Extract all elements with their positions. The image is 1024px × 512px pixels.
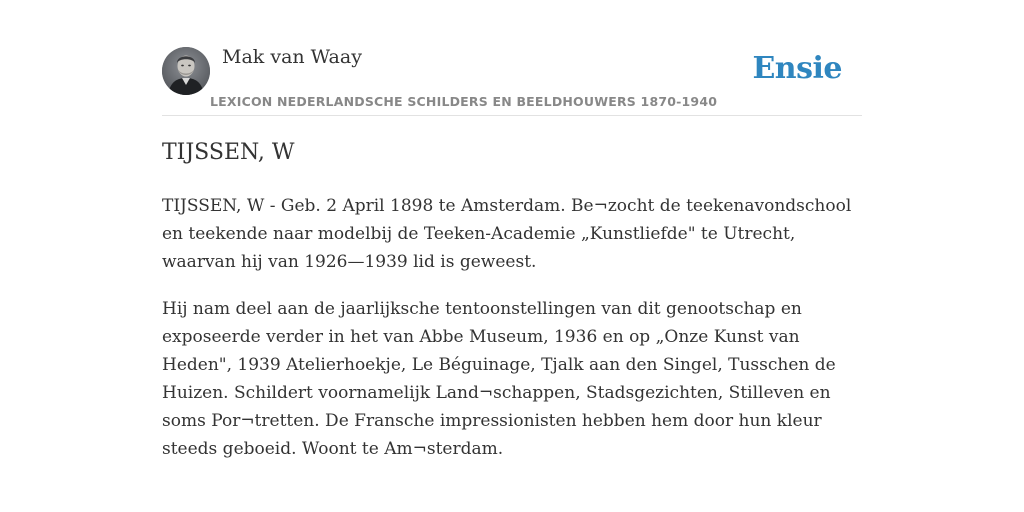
- article-paragraph: Hij nam deel aan de jaarlijksche tentoonstellingen van dit genootschap en exposeerde verder in het van Abbe Museum, 1936 en op „Onze Kunst van Heden", 1939 Atelierhoekje, Le Béguinage, Tjalk aan den Singel, Tusschen de Huizen. Schildert voornamelijk Land¬schappen, Stadsgezichten, Stilleven en soms Por¬tretten. De Fransche impressionisten hebben hem door hun kleur steeds geboeid. Woont te Am¬sterdam.: [162, 299, 836, 459]
- source-title[interactable]: LEXICON NEDERLANDSCHE SCHILDERS EN BEELDHOUWERS 1870-1940: [210, 94, 718, 109]
- header: [162, 44, 862, 116]
- brand-logo[interactable]: Ensie: [752, 51, 842, 86]
- article-title: TIJSSEN, W: [162, 140, 295, 165]
- author-name[interactable]: Mak van Waay: [222, 46, 362, 68]
- article-paragraph: TIJSSEN, W - Geb. 2 April 1898 te Amsterdam. Be¬zocht de teekenavondschool en teekende naar modelbij de Teeken-Academie „Kunstliefde" te Utrecht, waarvan hij van 1926—1939 lid is geweest.: [162, 196, 852, 272]
- author-avatar[interactable]: [162, 47, 210, 95]
- portrait-photo-icon: [162, 47, 210, 95]
- article-body: [162, 192, 866, 482]
